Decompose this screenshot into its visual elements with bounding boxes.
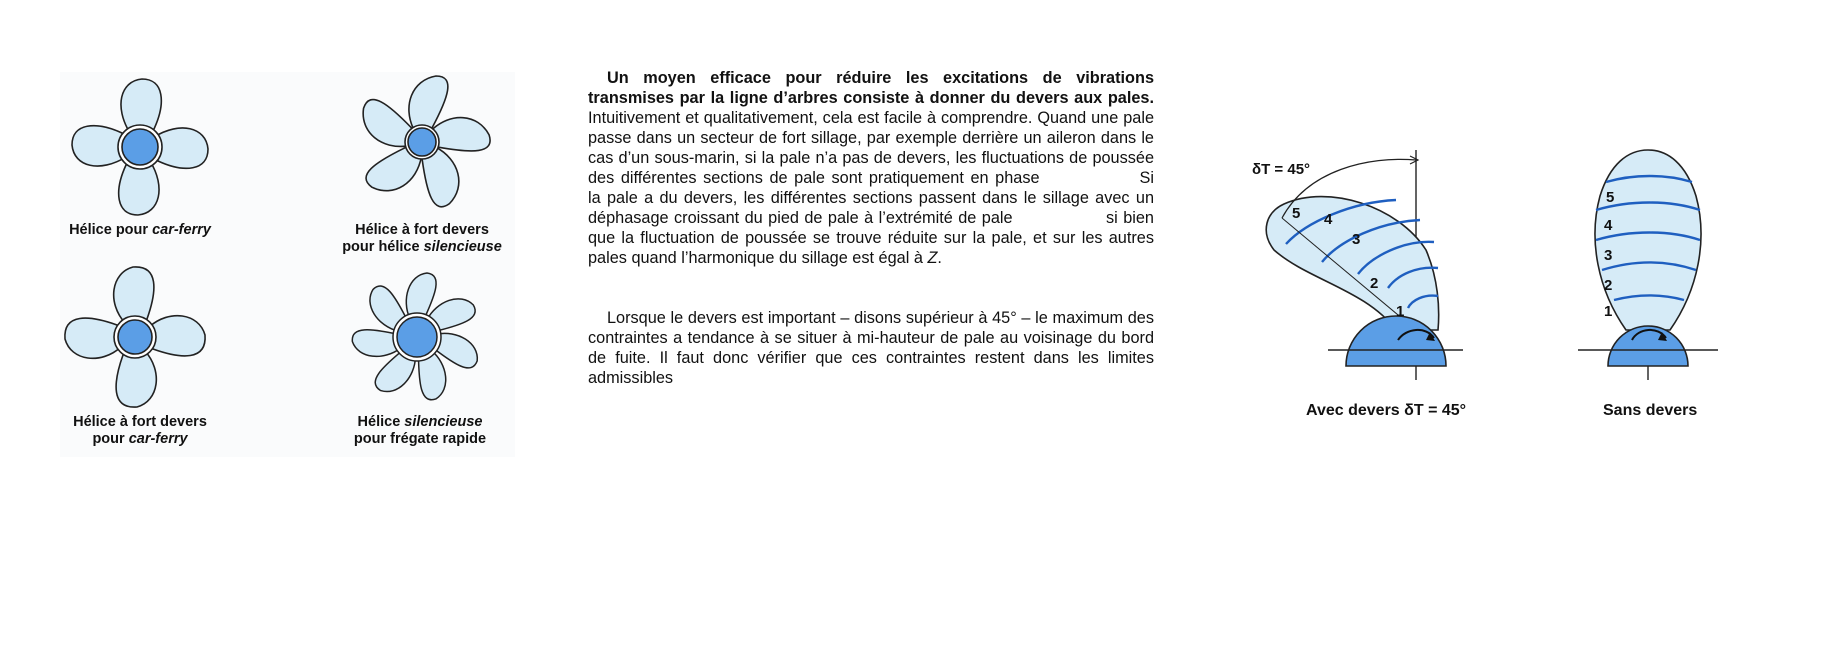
propeller-silent-frigate-image [345,267,495,412]
section-label-3: 3 [1352,231,1361,248]
section-label-4: 4 [1604,217,1613,234]
skewed-blade-diagram [1248,140,1468,380]
section-label-2: 2 [1370,275,1379,292]
unskewed-blade-caption: Sans devers [1603,402,1698,419]
skew-comparison-diagram [1248,140,1718,430]
section-label-1: 1 [1604,303,1613,320]
skew-angle-label: δT = 45° [1252,161,1311,178]
propeller-skewed-car-ferry-image [60,262,210,412]
section-label-3: 3 [1604,247,1613,264]
propeller-types-figure [60,72,515,457]
propeller-car-ferry-image [70,72,210,217]
unskewed-blade-diagram [1578,140,1718,380]
paragraph-stress-location: Lorsque le devers est important – disons supérieur à 45° – le maximum des contraintes a tendance à se situer à mi-hauteur de pale au voisinage du bord de fuite. Il faut donc vérifier que ces contraintes restent dans les limites admissibles [588,309,1154,387]
section-label-2: 2 [1604,277,1613,294]
propeller-silent-frigate-caption: Hélice silencieuse pour frégate rapide [353,414,487,447]
section-label-5: 5 [1292,205,1301,222]
paragraph-skew-benefit: Un moyen efficace pour réduire les excitations de vibrations transmises par la ligne d’arbres consiste à donner du devers aux pales. Intuitivement et qualitativement, cela est facile à comprendre. Quand une pale passe dans un secteur de fort sillage, par exemple derrière un aileron dans le cas d’un sous-marin, si la pale n’a pas de devers, les fluctuations de poussée des différentes sections de pale sont pratiquement en phase Si la pale a du devers, les différentes sections passent dans le sillage avec un déphasage croissant du pied de pale à l’extrémité de pale si bien que la fluctuation de poussée se trouve réduite sur la pale, et sur les autres pales quand l’harmonique du sillage est égal à Z. [588,69,1154,267]
paragraph-part-c: si bien que la fluctuation de poussée se trouve réduite sur la pale, et sur les autres pales quand l’harmonique du sillage est égal à [588,209,1154,267]
section-label-5: 5 [1606,189,1615,206]
paragraph-part-b: Si la pale a du devers, les différentes sections passent dans le sillage avec un déphasage croissant du pied de pale à l’extrémité de pale [588,169,1154,227]
propeller-car-ferry-caption: Hélice pour car-ferry [69,222,211,238]
skewed-blade-caption: Avec devers δT = 45° [1306,402,1467,419]
propeller-skewed-silent-image [350,72,495,217]
section-label-1: 1 [1396,303,1405,320]
body-text [588,68,1154,388]
propeller-skewed-car-ferry-caption: Hélice à fort devers pour car-ferry [73,414,207,447]
propeller-skewed-silent-caption: Hélice à fort devers pour hélice silencieuse [342,222,502,255]
paragraph-part-a: Intuitivement et qualitativement, cela est facile à comprendre. Quand une pale passe dans un secteur de fort sillage, par exemple derrière un aileron dans le cas d’un sous-marin, si la pale n’a pas de devers, les fluctuations de poussée des différentes sections de pale sont pratiquement en phase [588,109,1154,187]
paragraph-lead-bold: Un moyen efficace pour réduire les excitations de vibrations transmises par la ligne d’arbres consiste à donner du devers aux pales. [588,69,1154,107]
blade-count-symbol: Z [927,249,938,267]
section-label-4: 4 [1324,211,1333,228]
